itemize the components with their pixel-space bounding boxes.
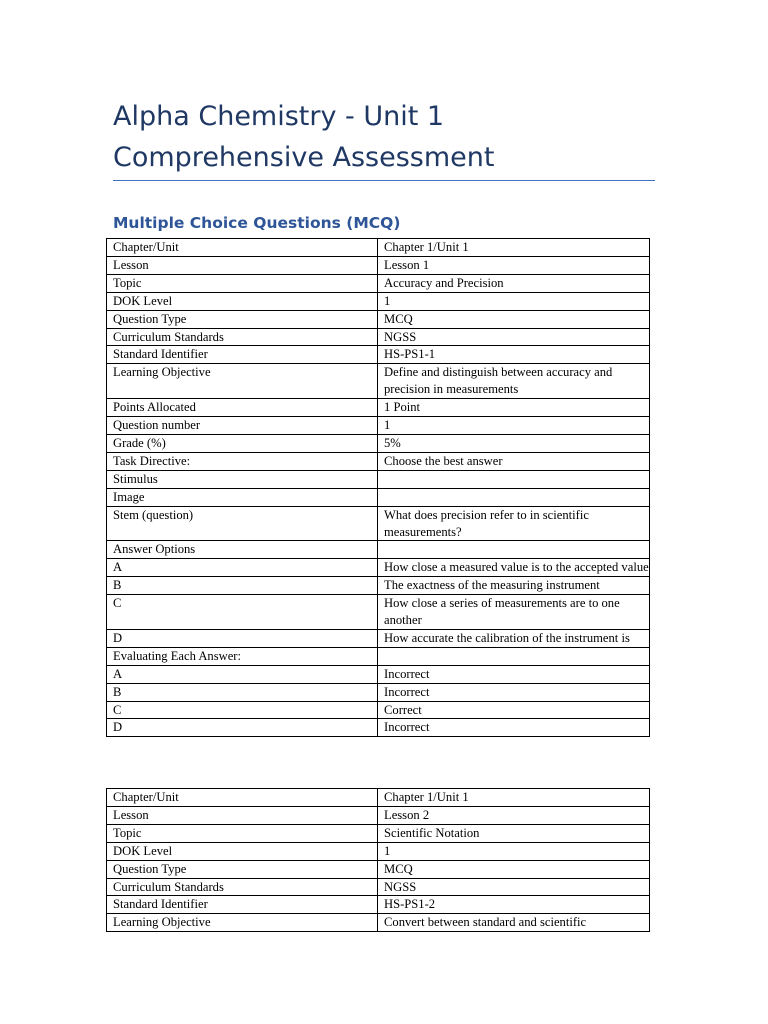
row-value: Incorrect <box>378 665 650 683</box>
row-label: B <box>107 577 378 595</box>
table-row <box>107 629 650 647</box>
row-label: Stem (question) <box>107 506 378 541</box>
row-label: Chapter/Unit <box>107 789 378 807</box>
row-label: Chapter/Unit <box>107 239 378 257</box>
row-label: C <box>107 701 378 719</box>
table-row <box>107 559 650 577</box>
table-row <box>107 683 650 701</box>
table-row <box>107 488 650 506</box>
row-label: Topic <box>107 824 378 842</box>
row-label: Task Directive: <box>107 452 378 470</box>
row-value: Chapter 1/Unit 1 <box>378 789 650 807</box>
question-table-2 <box>106 788 650 932</box>
row-value: How close a measured value is to the accepted value <box>378 559 650 577</box>
table-row <box>107 541 650 559</box>
row-value: NGSS <box>378 878 650 896</box>
question-table-1-body <box>107 239 650 737</box>
row-value: Incorrect <box>378 719 650 737</box>
table-row <box>107 470 650 488</box>
row-label: Curriculum Standards <box>107 328 378 346</box>
row-value: Choose the best answer <box>378 452 650 470</box>
row-value: 5% <box>378 434 650 452</box>
row-label: Question Type <box>107 310 378 328</box>
row-value: 1 <box>378 417 650 435</box>
row-value: NGSS <box>378 328 650 346</box>
row-label: Points Allocated <box>107 399 378 417</box>
table-row <box>107 452 650 470</box>
row-value: How accurate the calibration of the instrument is <box>378 629 650 647</box>
row-value: 1 Point <box>378 399 650 417</box>
row-label: DOK Level <box>107 842 378 860</box>
row-value: MCQ <box>378 860 650 878</box>
row-label: D <box>107 629 378 647</box>
table-row <box>107 914 650 932</box>
row-label: Lesson <box>107 256 378 274</box>
table-row <box>107 701 650 719</box>
table-row <box>107 824 650 842</box>
row-value: Accuracy and Precision <box>378 274 650 292</box>
row-value <box>378 470 650 488</box>
row-value <box>378 647 650 665</box>
row-label: Curriculum Standards <box>107 878 378 896</box>
row-label: C <box>107 595 378 630</box>
question-table-1 <box>106 238 650 737</box>
row-label: Learning Objective <box>107 364 378 399</box>
table-row <box>107 506 650 541</box>
row-label: Grade (%) <box>107 434 378 452</box>
row-label: Learning Objective <box>107 914 378 932</box>
row-value: Chapter 1/Unit 1 <box>378 239 650 257</box>
table-row <box>107 292 650 310</box>
row-value: Lesson 1 <box>378 256 650 274</box>
row-label: Topic <box>107 274 378 292</box>
row-label: B <box>107 683 378 701</box>
row-label: Answer Options <box>107 541 378 559</box>
row-value: 1 <box>378 292 650 310</box>
table-row <box>107 274 650 292</box>
row-value <box>378 541 650 559</box>
table-row <box>107 239 650 257</box>
table-row <box>107 665 650 683</box>
section-heading: Multiple Choice Questions (MCQ) <box>113 214 401 232</box>
table-row <box>107 789 650 807</box>
table-row <box>107 256 650 274</box>
title-line-2: Comprehensive Assessment <box>113 142 495 173</box>
row-value: Convert between standard and scientific <box>378 914 650 932</box>
row-value: How close a series of measurements are to one another <box>378 595 650 630</box>
table-row <box>107 417 650 435</box>
table-row <box>107 399 650 417</box>
row-label: Stimulus <box>107 470 378 488</box>
table-row <box>107 647 650 665</box>
row-label: Image <box>107 488 378 506</box>
table-row <box>107 595 650 630</box>
row-label: Standard Identifier <box>107 346 378 364</box>
page-title <box>113 96 673 178</box>
row-value: HS-PS1-2 <box>378 896 650 914</box>
title-line-1: Alpha Chemistry - Unit 1 <box>113 101 445 132</box>
row-value: What does precision refer to in scientific measurements? <box>378 506 650 541</box>
table-row <box>107 434 650 452</box>
table-row <box>107 346 650 364</box>
row-value: The exactness of the measuring instrument <box>378 577 650 595</box>
table-row <box>107 878 650 896</box>
table-row <box>107 842 650 860</box>
table-row <box>107 328 650 346</box>
row-value <box>378 488 650 506</box>
row-value: Lesson 2 <box>378 806 650 824</box>
row-label: DOK Level <box>107 292 378 310</box>
table-row <box>107 364 650 399</box>
row-label: Standard Identifier <box>107 896 378 914</box>
row-label: A <box>107 665 378 683</box>
row-value: 1 <box>378 842 650 860</box>
row-label: A <box>107 559 378 577</box>
table-row <box>107 310 650 328</box>
row-label: D <box>107 719 378 737</box>
table-row <box>107 896 650 914</box>
row-value: Define and distinguish between accuracy and precision in measurements <box>378 364 650 399</box>
table-row <box>107 719 650 737</box>
row-value: Scientific Notation <box>378 824 650 842</box>
table-row <box>107 577 650 595</box>
row-value: Incorrect <box>378 683 650 701</box>
row-value: Correct <box>378 701 650 719</box>
title-underline <box>113 180 655 181</box>
row-label: Question number <box>107 417 378 435</box>
row-label: Lesson <box>107 806 378 824</box>
row-label: Evaluating Each Answer: <box>107 647 378 665</box>
row-label: Question Type <box>107 860 378 878</box>
table-row <box>107 806 650 824</box>
question-table-2-body <box>107 789 650 932</box>
table-row <box>107 860 650 878</box>
row-value: HS-PS1-1 <box>378 346 650 364</box>
row-value: MCQ <box>378 310 650 328</box>
